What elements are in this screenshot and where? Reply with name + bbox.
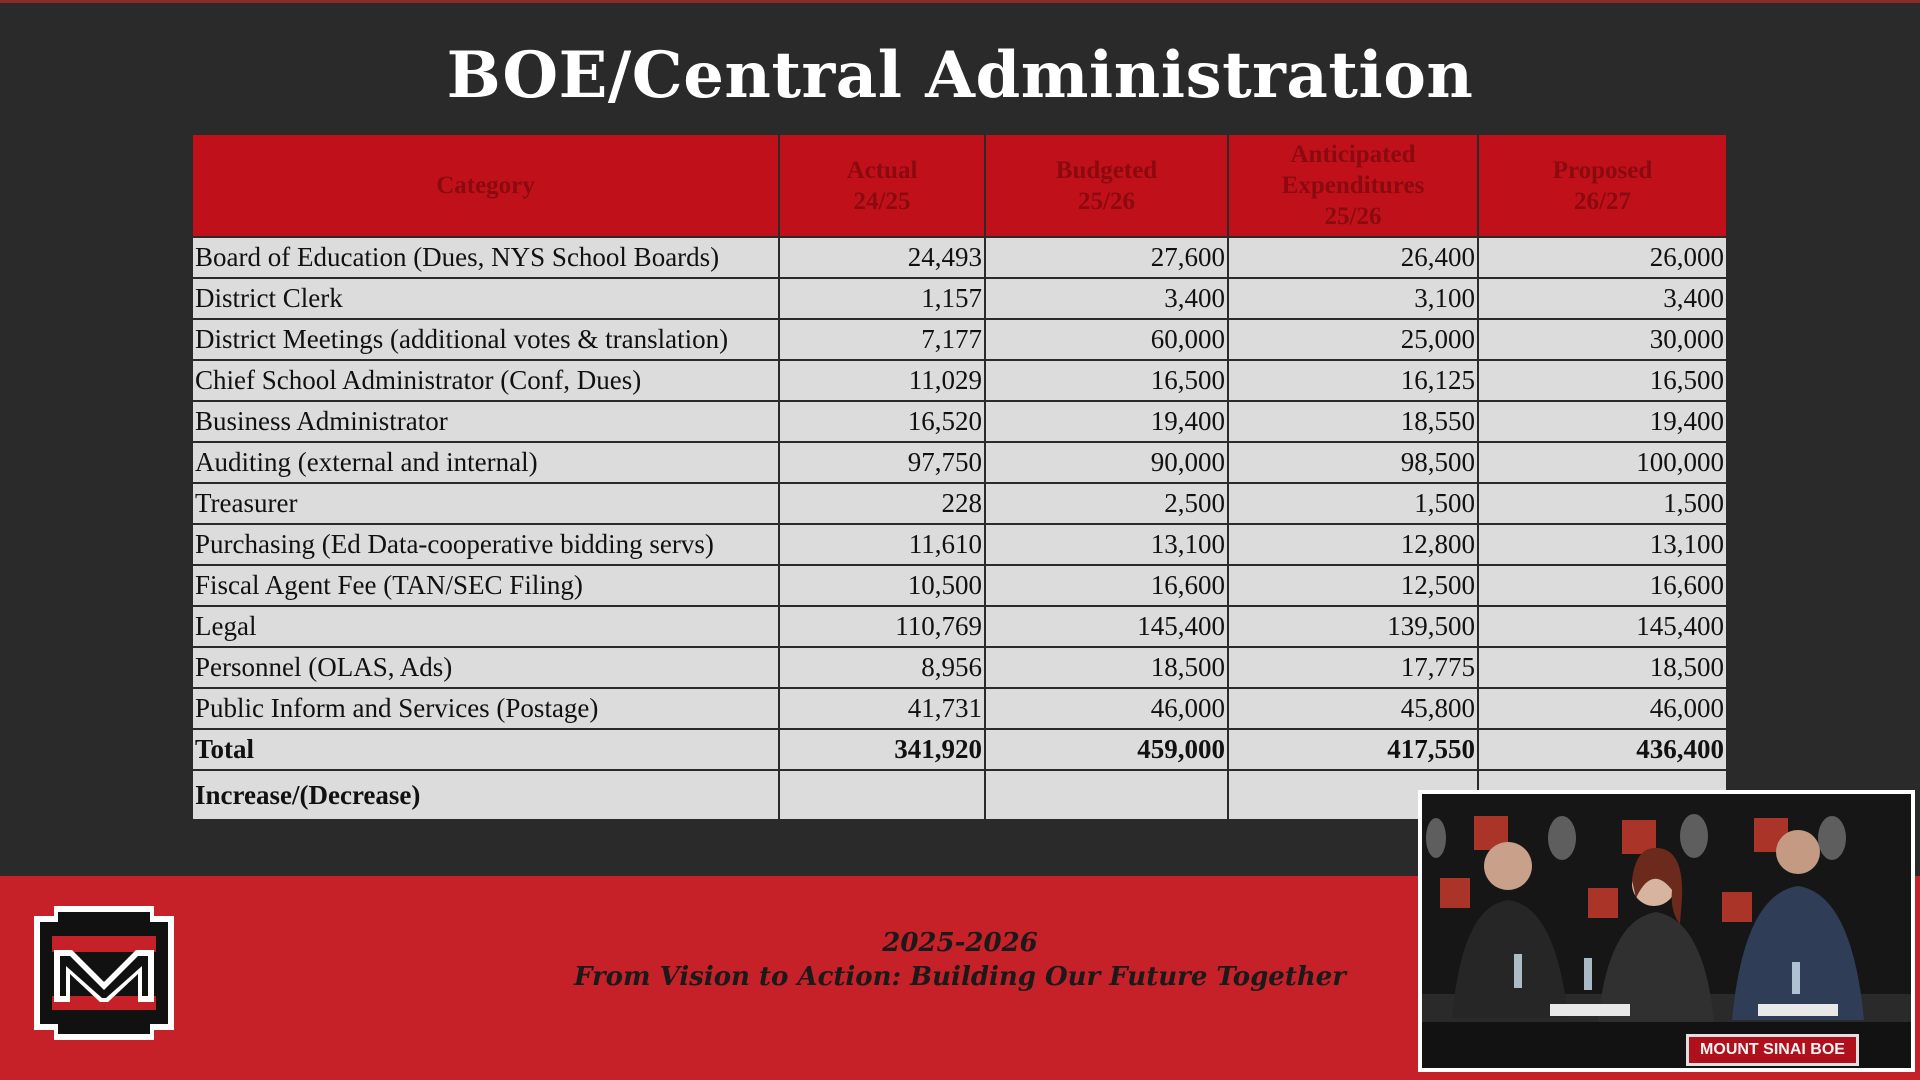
row-value-cell: 139,500 [1228,606,1478,647]
row-value-cell: 17,775 [1228,647,1478,688]
row-value-cell: 341,920 [779,729,985,770]
table-row [192,319,1727,360]
row-value-cell: 60,000 [985,319,1228,360]
row-category-cell: Increase/(Decrease) [192,770,779,820]
row-category-cell: Business Administrator [192,401,779,442]
row-value-cell: 145,400 [985,606,1228,647]
table-row [192,524,1727,565]
row-value-cell: 8,956 [779,647,985,688]
row-value-cell: 110,769 [779,606,985,647]
table-row [192,606,1727,647]
table-row [192,647,1727,688]
row-value-cell: 16,600 [985,565,1228,606]
row-value-cell: 16,600 [1478,565,1727,606]
row-category-cell: Purchasing (Ed Data-cooperative bidding servs) [192,524,779,565]
row-value-cell: 2,500 [985,483,1228,524]
row-category-cell: District Clerk [192,278,779,319]
table-row [192,278,1727,319]
row-value-cell: 45,800 [1228,688,1478,729]
header-budgeted: Budgeted 25/26 [985,134,1228,237]
nameplate-label: MOUNT SINAI BOE [1686,1034,1859,1066]
row-value-cell: 100,000 [1478,442,1727,483]
slide-title: BOE/Central Administration [446,38,1474,113]
row-value-cell: 10,500 [779,565,985,606]
row-category-cell: Legal [192,606,779,647]
row-value-cell: 27,600 [985,237,1228,278]
row-value-cell: 11,029 [779,360,985,401]
footer-year: 2025-2026 [882,928,1038,958]
row-value-cell: 25,000 [1228,319,1478,360]
table-header-row [192,134,1727,237]
header-proposed: Proposed 26/27 [1478,134,1727,237]
row-value-cell: 97,750 [779,442,985,483]
header-anticipated: Anticipated Expenditures 25/26 [1228,134,1478,237]
header-actual: Actual 24/25 [779,134,985,237]
row-value-cell: 19,400 [1478,401,1727,442]
meeting-video-image [1422,794,1911,1068]
row-value-cell: 7,177 [779,319,985,360]
footer-tagline: From Vision to Action: Building Our Future Together [573,962,1346,992]
row-value-cell: 18,550 [1228,401,1478,442]
row-category-cell: Treasurer [192,483,779,524]
row-value-cell: 16,125 [1228,360,1478,401]
row-value-cell: 417,550 [1228,729,1478,770]
row-value-cell: 3,400 [1478,278,1727,319]
row-value-cell: 1,500 [1478,483,1727,524]
row-value-cell: 18,500 [1478,647,1727,688]
row-category-cell: Fiscal Agent Fee (TAN/SEC Filing) [192,565,779,606]
row-value-cell: 46,000 [1478,688,1727,729]
row-category-cell: Public Inform and Services (Postage) [192,688,779,729]
table-row [192,237,1727,278]
row-value-cell: 24,493 [779,237,985,278]
total-row [192,729,1727,770]
row-value-cell: 16,500 [985,360,1228,401]
video-overlay [1418,790,1915,1072]
table-row [192,688,1727,729]
budget-table [191,133,1728,821]
table-row [192,483,1727,524]
row-value-cell: 13,100 [1478,524,1727,565]
row-value-cell: 3,400 [985,278,1228,319]
row-value-cell: 145,400 [1478,606,1727,647]
row-value-cell: 19,400 [985,401,1228,442]
row-value-cell: 26,400 [1228,237,1478,278]
row-value-cell: 228 [779,483,985,524]
top-border [0,0,1920,3]
row-category-cell: Board of Education (Dues, NYS School Boards) [192,237,779,278]
row-value-cell: 16,520 [779,401,985,442]
row-value-cell: 16,500 [1478,360,1727,401]
row-category-cell: Total [192,729,779,770]
row-value-cell: 26,000 [1478,237,1727,278]
row-value-cell: 1,500 [1228,483,1478,524]
row-value-cell: 1,157 [779,278,985,319]
row-value-cell: 3,100 [1228,278,1478,319]
row-value-cell: 18,500 [985,647,1228,688]
row-value-cell: 12,500 [1228,565,1478,606]
row-category-cell: Auditing (external and internal) [192,442,779,483]
table-row [192,565,1727,606]
row-category-cell: Chief School Administrator (Conf, Dues) [192,360,779,401]
table-row [192,442,1727,483]
row-value-cell: 46,000 [985,688,1228,729]
row-value-cell: 30,000 [1478,319,1727,360]
row-value-cell: 98,500 [1228,442,1478,483]
row-value-cell [779,770,985,820]
header-category: Category [192,134,779,237]
row-category-cell: Personnel (OLAS, Ads) [192,647,779,688]
row-value-cell [985,770,1228,820]
table-row [192,401,1727,442]
row-value-cell: 13,100 [985,524,1228,565]
row-category-cell: District Meetings (additional votes & translation) [192,319,779,360]
table-row [192,360,1727,401]
row-value-cell: 41,731 [779,688,985,729]
row-value-cell: 12,800 [1228,524,1478,565]
row-value-cell: 90,000 [985,442,1228,483]
row-value-cell: 11,610 [779,524,985,565]
row-value-cell: 436,400 [1478,729,1727,770]
row-value-cell: 459,000 [985,729,1228,770]
